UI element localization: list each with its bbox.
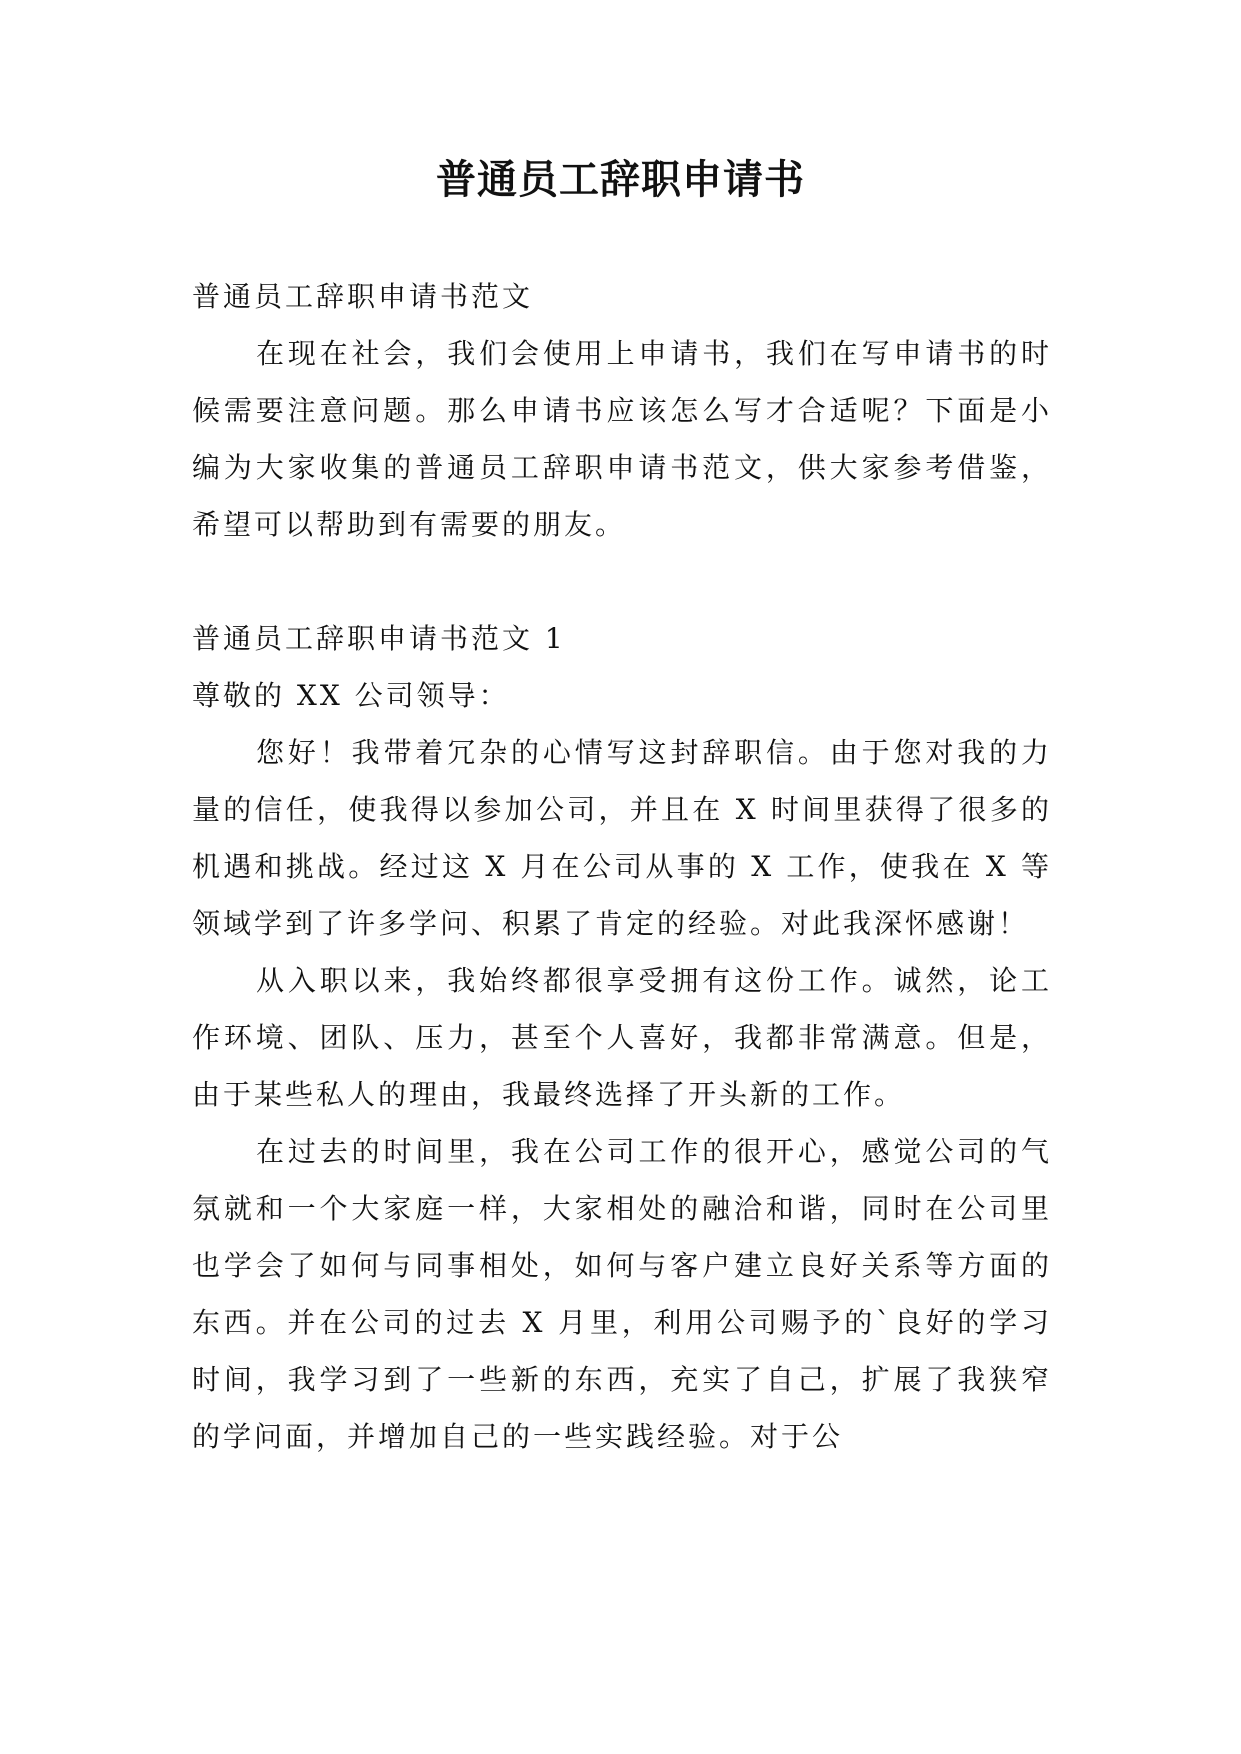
document-body: [192, 268, 1052, 1465]
sample-heading: 普通员工辞职申请书范文 1: [192, 622, 566, 655]
body-paragraph: 在过去的时间里，我在公司工作的很开心，感觉公司的气氛就和一个大家庭一样，大家相处的融洽和谐，同时在公司里也学会了如何与同事相处，如何与客户建立良好关系等方面的东西。并在公司的过去 X 月里，利用公司赐予的`良好的学习时间，我学习到了一些新的东西，充实了自己，扩展了我狭窄的学问面，并增加自己的一些实践经验。对于公: [192, 1135, 1052, 1453]
subtitle: 普通员工辞职申请书范文: [192, 280, 534, 313]
salutation: 尊敬的 XX 公司领导：: [192, 679, 510, 712]
intro-paragraph: 在现在社会，我们会使用上申请书，我们在写申请书的时候需要注意问题。那么申请书应该怎么写才合适呢？下面是小编为大家收集的普通员工辞职申请书范文，供大家参考借鉴，希望可以帮助到有需要的朋友。: [192, 337, 1052, 541]
body-paragraph: 您好！我带着冗杂的心情写这封辞职信。由于您对我的力量的信任，使我得以参加公司，并且在 X 时间里获得了很多的机遇和挑战。经过这 X 月在公司从事的 X 工作，使我在 X 等领域学到了许多学问、积累了肯定的经验。对此我深怀感谢！: [192, 736, 1052, 940]
body-paragraph: 从入职以来，我始终都很享受拥有这份工作。诚然，论工作环境、团队、压力，甚至个人喜好，我都非常满意。但是，由于某些私人的理由，我最终选择了开头新的工作。: [192, 964, 1052, 1111]
document-title: 普通员工辞职申请书: [436, 157, 805, 203]
